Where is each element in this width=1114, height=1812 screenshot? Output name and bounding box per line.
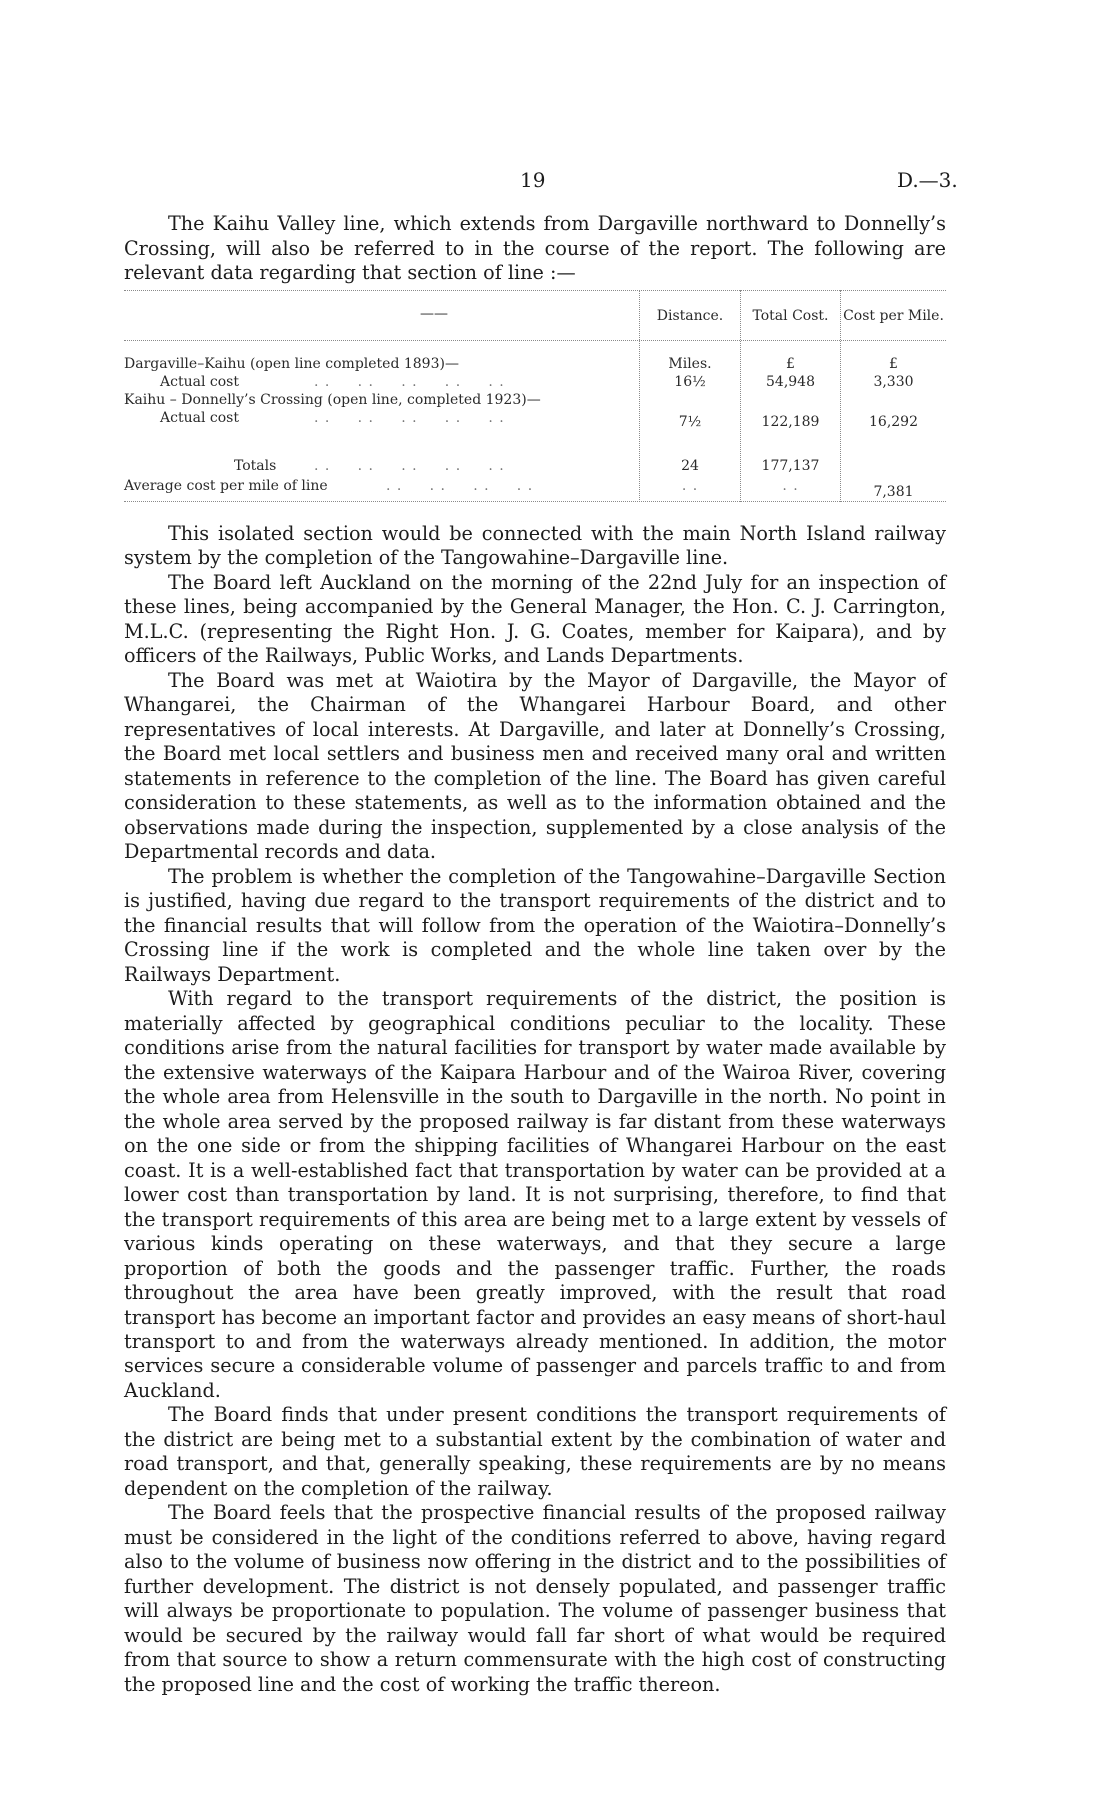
unit-distance: Miles. (668, 356, 712, 372)
row-label: Dargaville–Kaihu (open line completed 1893)— (124, 356, 459, 372)
cell-cost-per-mile: 7,381 (873, 484, 914, 500)
cell-total-cost: 177,137 (761, 458, 820, 474)
row-label: Kaihu – Donnelly’s Crossing (open line, completed 1923)— (124, 392, 541, 408)
intro-paragraph: The Kaihu Valley line, which extends from Dargaville northward to Donnelly’s Crossing, will also be referred to in the course of the report. The following are relevant data regarding that section of line :— (124, 212, 946, 284)
cell-total-cost: . . (782, 478, 799, 494)
row-label: Actual cost (160, 374, 239, 390)
unit-cost-per-mile: £ (889, 356, 898, 372)
body-text (124, 522, 946, 1697)
row-label: Average cost per mile of line (124, 478, 328, 494)
cell-total-cost: 122,189 (761, 414, 820, 430)
column-header-cost-per-mile: Cost per Mile. (843, 308, 944, 324)
cell-distance: 16½ (674, 374, 706, 390)
leader-dots: . . . . . . . . . . (314, 458, 505, 474)
cell-distance: 24 (681, 458, 699, 474)
leader-dots: . . . . . . . . . . (314, 374, 505, 390)
paragraph: The Board feels that the prospective financial results of the proposed railway must be considered in the light of the conditions referred to above, having regard also to the volume of business now offering in the district and to the possibilities of further development. The district is not densely populated, and passenger traffic will always be proportionate to population. The volume of passenger business that would be secured by the railway would fall far short of what would be required from that source to show a return commensurate with the high cost of constructing the proposed line and the cost of working the traffic thereon. (124, 1501, 946, 1696)
cell-cost-per-mile: 16,292 (869, 414, 918, 430)
paragraph: With regard to the transport requirements of the district, the position is materially affected by geographical conditions peculiar to the locality. These conditions arise from the natural facilities for transport by water made available by the extensive waterways of the Kaipara Harbour and of the Wairoa River, covering the whole area from Helensville in the south to Dargaville in the north. No point in the whole area served by the proposed railway is far distant from these waterways on the one side or from the shipping facilities of Whangarei Harbour on the east coast. It is a well-established fact that transportation by water can be provided at a lower cost than transportation by land. It is not surprising, therefore, to find that the transport requirements of this area are being met to a large extent by vessels of various kinds operating on these waterways, and that they secure a large proportion of both the goods and the passenger traffic. Further, the roads throughout the area have been greatly improved, with the result that road transport has become an important factor and provides an easy means of short-haul transport to and from the waterways already mentioned. In addition, the motor services secure a considerable volume of passenger and parcels traffic to and from Auckland. (124, 987, 946, 1402)
leader-dots: . . . . . . . . (386, 478, 534, 494)
paragraph: The problem is whether the completion of the Tangowahine–Dargaville Section is justified, having due regard to the transport requirements of the district and to the financial results that will follow from the operation of the Waiotira–Donnelly’s Crossing line if the work is completed and the whole line taken over by the Railways Department. (124, 864, 946, 986)
paragraph: The Board finds that under present conditions the transport requirements of the district are being met to a substantial extent by the combination of water and road transport, and that, generally speaking, these requirements are by no means dependent on the completion of the railway. (124, 1403, 946, 1500)
cost-data-table (124, 290, 946, 502)
leader-dots: . . . . . . . . . . (314, 410, 505, 426)
document-reference: D.—3. (897, 168, 958, 192)
cell-distance: . . (681, 478, 699, 494)
unit-total-cost: £ (786, 356, 795, 372)
cell-total-cost: 54,948 (766, 374, 815, 390)
paragraph: This isolated section would be connected with the main North Island railway system by the completion of the Tangowahine–Dargaville line. (124, 522, 946, 570)
column-header-total-cost: Total Cost. (752, 308, 829, 324)
row-label: Actual cost (160, 410, 239, 426)
paragraph: The Board left Auckland on the morning of the 22nd July for an inspection of these lines, being accompanied by the General Manager, the Hon. C. J. Carrington, M.L.C. (representing the Right Hon. J. G. Coates, member for Kaipara), and by officers of the Railways, Public Works, and Lands Departments. (124, 570, 946, 668)
cell-cost-per-mile: 3,330 (873, 374, 914, 390)
column-header-label: —— (420, 306, 448, 322)
page-number: 19 (520, 168, 546, 192)
row-label: Totals (234, 458, 277, 474)
paragraph: The Board was met at Waiotira by the Mayor of Dargaville, the Mayor of Whangarei, the Chairman of the Whangarei Harbour Board, and other representatives of local interests. At Dargaville, and later at Donnelly’s Crossing, the Board met local settlers and business men and received many oral and written statements in reference to the completion of the line. The Board has given careful consideration to these statements, as well as to the information obtained and the observations made during the inspection, supplemented by a close analysis of the Departmental records and data. (124, 668, 946, 864)
cell-distance: 7½ (678, 414, 702, 430)
column-header-distance: Distance. (656, 308, 724, 324)
